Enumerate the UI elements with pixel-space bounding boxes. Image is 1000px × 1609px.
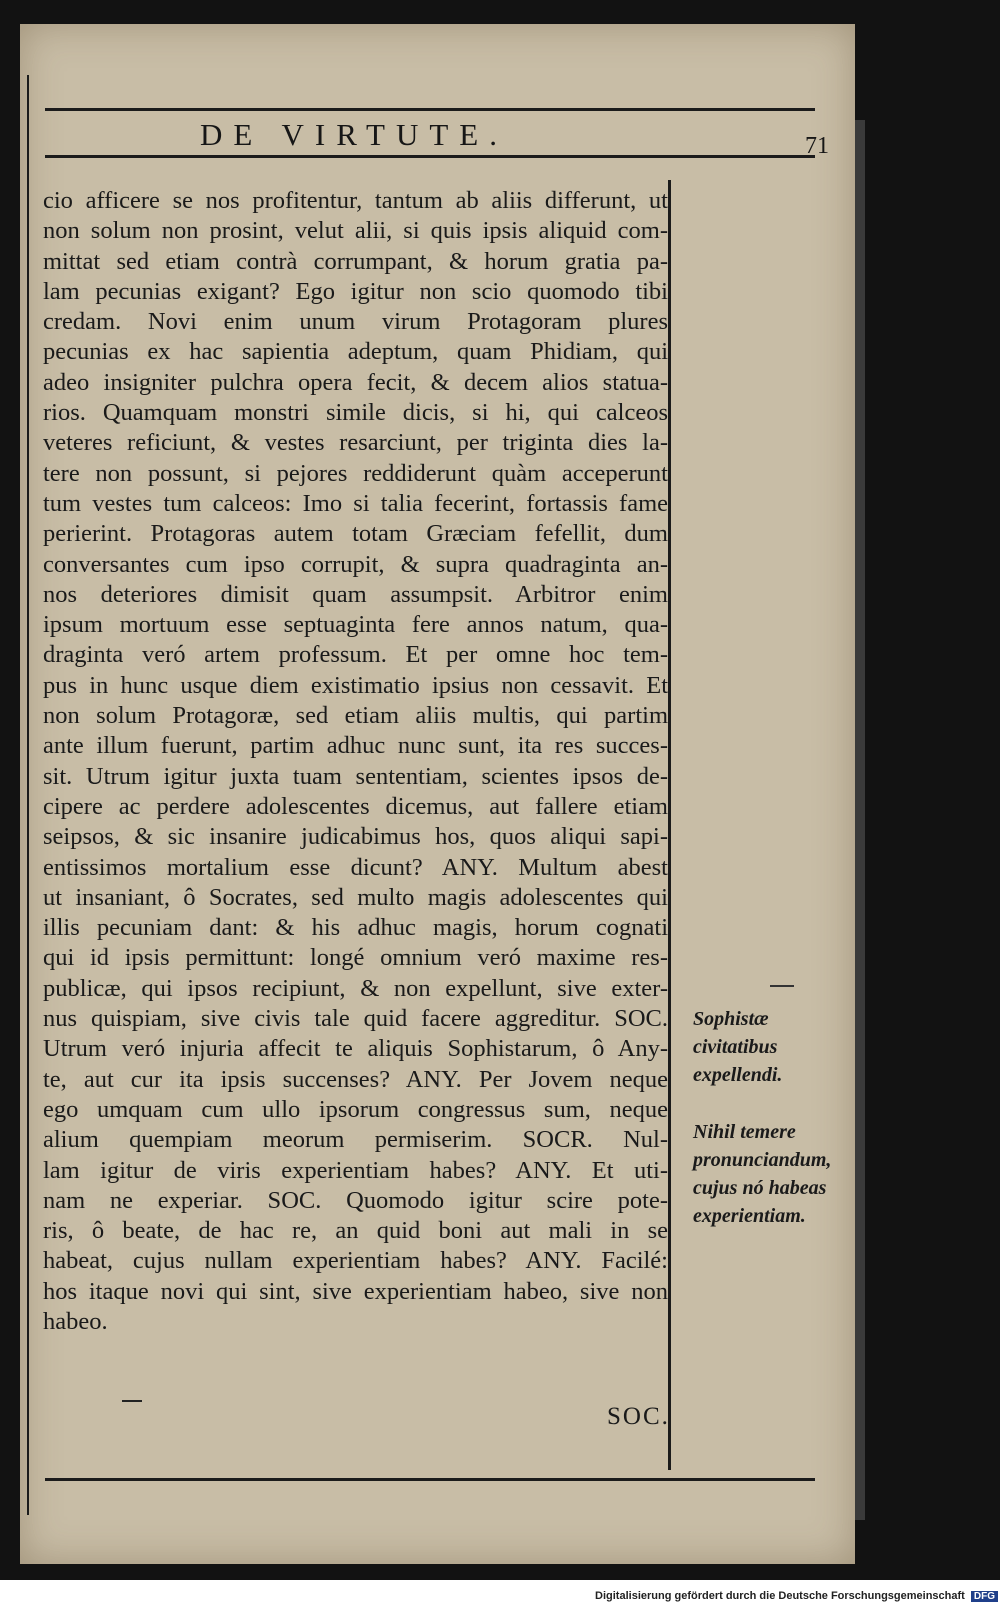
text-line: mittat sed etiam contrà corrumpant, & horum gratia pa- bbox=[43, 247, 668, 275]
text-line: pecunias ex hac sapientia adeptum, quam Phidiam, qui bbox=[43, 338, 668, 366]
text-line: cipere ac perdere adolescentes dicemus, aut fallere etiam bbox=[43, 792, 668, 820]
text-line: veteres reficiunt, & vestes resarciunt, per triginta dies la- bbox=[43, 429, 668, 457]
text-line: seipsos, & sic insanire judicabimus hos, quos aliqui sapi- bbox=[43, 823, 668, 851]
text-line: pus in hunc usque diem existimatio ipsius non cessavit. Et bbox=[43, 671, 668, 699]
bottom-dash bbox=[122, 1400, 142, 1402]
text-line: ipsum mortuum esse septuaginta fere annos natum, qua- bbox=[43, 611, 668, 639]
text-line: perierint. Protagoras autem totam Græciam fefellit, dum bbox=[43, 520, 668, 548]
bottom-rule bbox=[45, 1478, 815, 1481]
footer-credit-text: Digitalisierung gefördert durch die Deutsche Forschungsgemeinschaft bbox=[595, 1590, 965, 1602]
page-edge bbox=[855, 120, 865, 1520]
text-line: illis pecuniam dant: & his adhuc magis, horum cognati bbox=[43, 914, 668, 942]
main-text bbox=[43, 186, 668, 1337]
marginal-note: Nihil temere pronunciandum, cujus nó habeas experientiam. bbox=[693, 1121, 832, 1227]
text-line: draginta veró artem professum. Et per omne hoc tem- bbox=[43, 641, 668, 669]
text-line: alium quempiam meorum permiserim. SOCR. Nul- bbox=[43, 1126, 668, 1154]
text-line: ris, ô beate, de hac re, an quid boni aut mali in se bbox=[43, 1217, 668, 1245]
text-line: habeo. bbox=[43, 1307, 108, 1335]
margin-column-rule bbox=[668, 180, 671, 1470]
left-frame-rule bbox=[27, 75, 29, 1515]
text-line: publicæ, qui ipsos recipiunt, & non expellunt, sive exter- bbox=[43, 974, 668, 1002]
text-line: tum vestes tum calceos: Imo si talia fecerint, fortassis fame bbox=[43, 489, 668, 517]
text-line: conversantes cum ipso corrupit, & supra quadraginta an- bbox=[43, 550, 668, 578]
text-line: tere non possunt, si pejores reddiderunt quàm acceperunt bbox=[43, 459, 668, 487]
text-line: qui id ipsis permittunt: longé omnium veró maxime res- bbox=[43, 944, 668, 972]
text-line: nos deteriores dimisit quam assumpsit. Arbitror enim bbox=[43, 580, 668, 608]
text-line: credam. Novi enim unum virum Protagoram plures bbox=[43, 308, 668, 336]
text-line: rios. Quamquam monstri simile dicis, si hi, qui calceos bbox=[43, 399, 668, 427]
text-line: ante illum fuerunt, partim adhuc nunc sunt, ita res succes- bbox=[43, 732, 668, 760]
top-rule bbox=[45, 108, 815, 111]
catchword: SOC. bbox=[607, 1403, 670, 1430]
dfg-logo: DFG bbox=[971, 1591, 998, 1602]
text-line: lam pecunias exigant? Ego igitur non scio quomodo tibi bbox=[43, 277, 668, 305]
text-line: non solum non prosint, velut alii, si quis ipsis aliquid com- bbox=[43, 217, 668, 245]
text-line: Utrum veró injuria affecit te aliquis Sophistarum, ô Any- bbox=[43, 1035, 668, 1063]
text-line: ego umquam cum ullo ipsorum congressus sum, neque bbox=[43, 1095, 668, 1123]
text-line: entissimos mortalium esse dicunt? ANY. Multum abest bbox=[43, 853, 668, 881]
text-line: adeo insigniter pulchra opera fecit, & decem alios statua- bbox=[43, 368, 668, 396]
footer-credit bbox=[595, 1590, 998, 1602]
marginal-note: Sophistæ civitatibus expellendi. bbox=[693, 1008, 783, 1086]
text-line: lam igitur de viris experientiam habes? ANY. Et uti- bbox=[43, 1156, 668, 1184]
running-head: DE VIRTUTE. bbox=[200, 117, 508, 152]
text-line: sit. Utrum igitur juxta tuam sententiam, scientes ipsos de- bbox=[43, 762, 668, 790]
text-line: habeat, cujus nullam experientiam habes? ANY. Facilé: bbox=[43, 1247, 668, 1275]
text-line: te, aut cur ita ipsis succenses? ANY. Per Jovem neque bbox=[43, 1065, 668, 1093]
margin-tick bbox=[770, 985, 794, 987]
text-line: nus quispiam, sive civis tale quid facere aggreditur. SOC. bbox=[43, 1005, 668, 1033]
text-line: nam ne experiar. SOC. Quomodo igitur scire pote- bbox=[43, 1186, 668, 1214]
text-line: cio afficere se nos profitentur, tantum ab aliis differunt, ut bbox=[43, 187, 668, 214]
text-line: ut insaniant, ô Socrates, sed multo magis adolescentes qui bbox=[43, 883, 668, 911]
page-number: 71 bbox=[805, 133, 829, 159]
text-line: hos itaque novi qui sint, sive experientiam habeo, sive non bbox=[43, 1277, 668, 1305]
header-rule bbox=[45, 155, 815, 158]
text-line: non solum Protagoræ, sed etiam aliis multis, qui partim bbox=[43, 702, 668, 730]
